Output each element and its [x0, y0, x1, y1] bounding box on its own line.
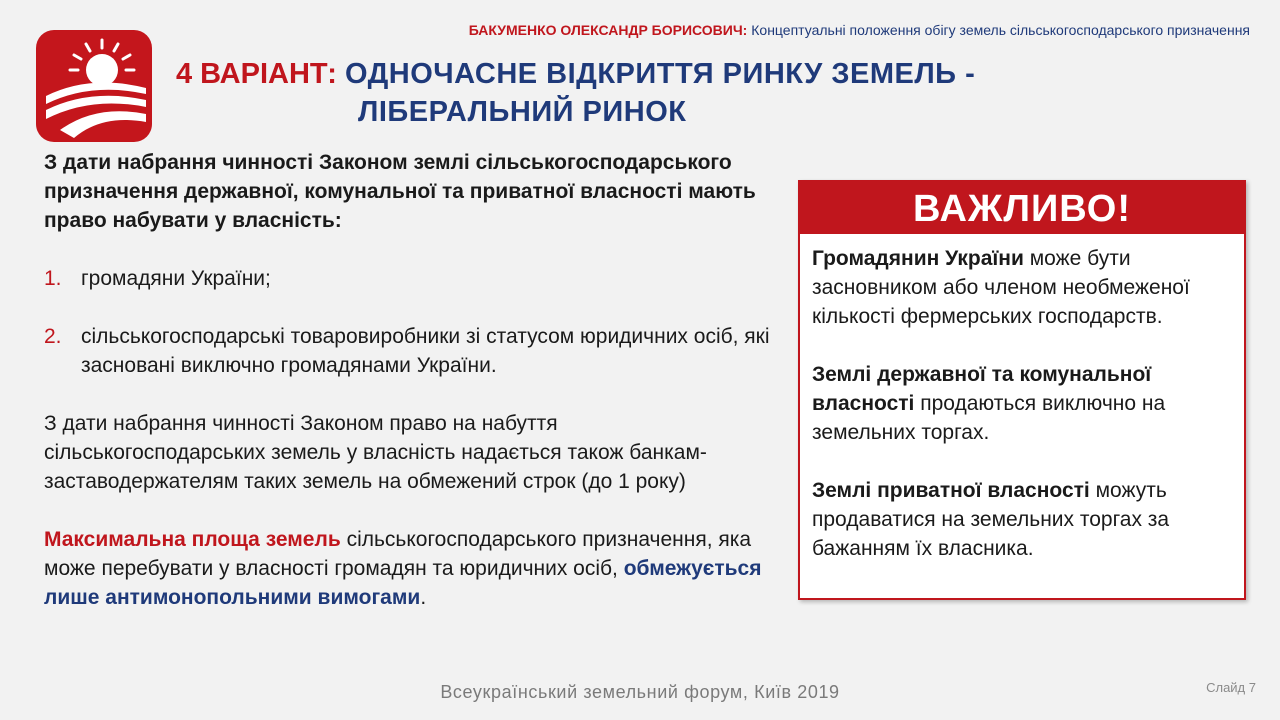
- title-main-line-1: ОДНОЧАСНЕ ВІДКРИТТЯ РИНКУ ЗЕМЕЛЬ -: [344, 58, 976, 90]
- max-area-end: .: [420, 586, 427, 609]
- list-item: [44, 264, 784, 293]
- list-item: [44, 322, 784, 380]
- footer-event: Всеукраїнський земельний форум, Київ 2019: [440, 682, 840, 702]
- important-point-1: [812, 244, 1234, 331]
- list-item-text: громадяни України;: [81, 267, 271, 290]
- important-point-2: [812, 360, 1234, 447]
- list-item-text: сільськогосподарські товаровиробники зі статусом юридичних осіб, які засновані виключно громадянами України.: [81, 325, 770, 377]
- banks-paragraph: З дати набрання чинності Законом право на набуття сільськогосподарських земель у власність надається також банкам-заставодержателям таких земель на обмежений строк (до 1 року): [44, 412, 707, 493]
- main-content: [44, 148, 784, 612]
- title-line-2: ЛІБЕРАЛЬНИЙ РИНОК: [358, 96, 687, 128]
- list-number: 2.: [44, 325, 62, 348]
- title-prefix: 4 ВАРІАНТ:: [176, 58, 337, 90]
- sun-over-fields-logo: [36, 30, 152, 142]
- logo-icon: [36, 30, 152, 142]
- important-body: [800, 234, 1244, 563]
- important-point-1-bold: Громадянин України: [812, 247, 1024, 270]
- presentation-topic: Концептуальні положення обігу земель сільськогосподарського призначення: [751, 22, 1250, 38]
- important-point-3: [812, 476, 1234, 563]
- title-line-1: [176, 55, 975, 93]
- important-point-1-text: може бути засновником або членом необмеженої кількості фермерських господарств.: [812, 247, 1190, 328]
- important-box: [798, 180, 1246, 600]
- important-point-3-bold: Землі приватної власності: [812, 479, 1090, 502]
- important-heading: ВАЖЛИВО!: [800, 182, 1244, 234]
- max-area-text: сільськогосподарського призначення, яка може перебувати у власності громадян та юридичних осіб,: [44, 528, 752, 580]
- max-area-emphasis: Максимальна площа земель: [44, 528, 341, 551]
- slide-number: Слайд 7: [1206, 680, 1256, 695]
- intro-paragraph: З дати набрання чинності Законом землі сільськогосподарського призначення державної, комунальної та приватної власності мають право набувати у власність:: [44, 151, 756, 232]
- antimonopoly-emphasis: обмежується лише антимонопольними вимогами: [44, 557, 762, 609]
- max-area-paragraph: [44, 525, 784, 612]
- author-name: БАКУМЕНКО ОЛЕКСАНДР БОРИСОВИЧ:: [468, 22, 748, 38]
- important-point-2-bold: Землі державної та комунальної власності: [812, 363, 1152, 415]
- important-point-3-text: можуть продаватися на земельних торгах за бажанням їх власника.: [812, 479, 1170, 560]
- eligible-buyers-list: [44, 264, 784, 380]
- list-number: 1.: [44, 267, 62, 290]
- important-point-2-text: продаються виключно на земельних торгах.: [812, 392, 1166, 444]
- header-line: [469, 22, 1250, 38]
